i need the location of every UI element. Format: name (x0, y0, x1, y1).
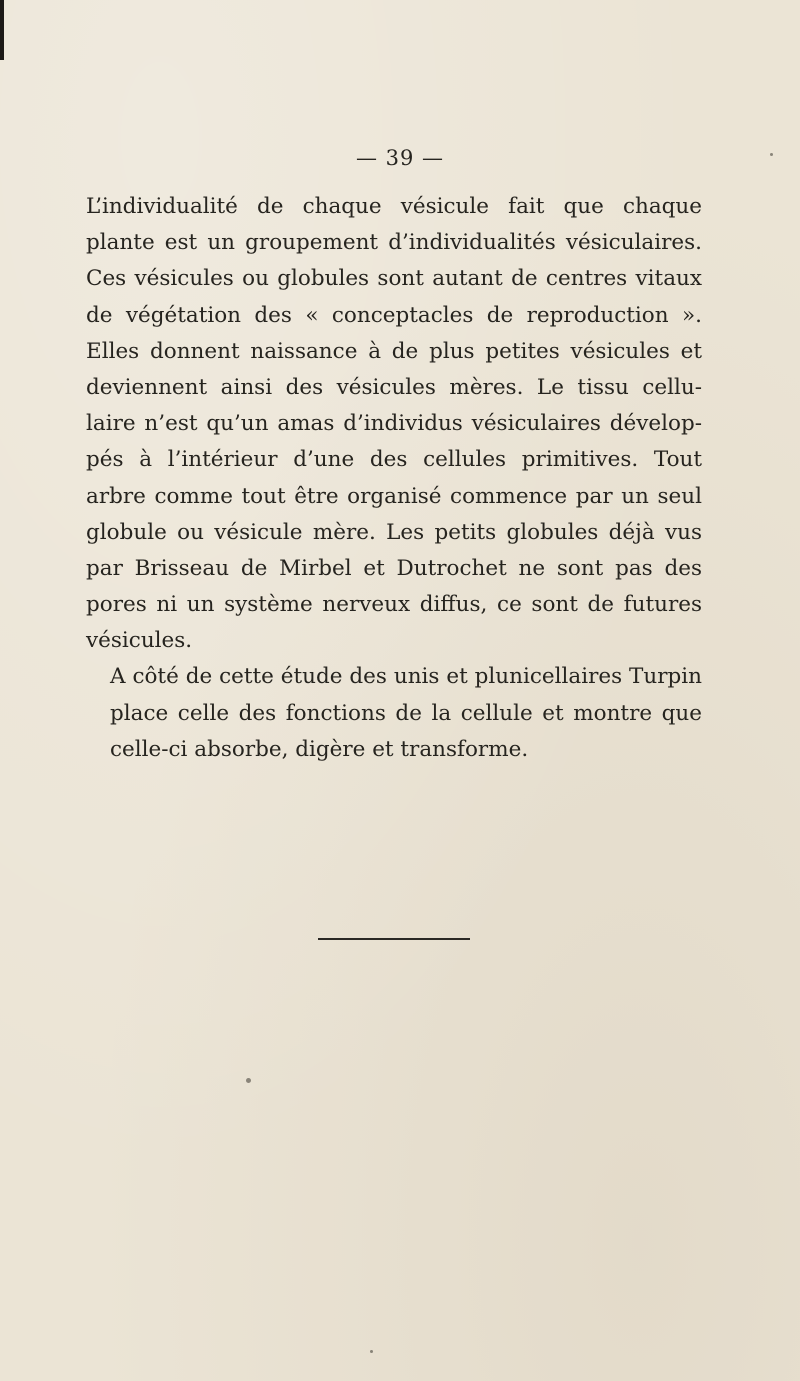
text-line: de végétation des « conceptacles de reproduction ». (86, 302, 702, 328)
text-line: place celle des fonctions de la cellule et montre que (110, 700, 702, 726)
text-line: arbre comme tout être organisé commence par un seul (86, 483, 702, 509)
end-rule (318, 938, 470, 940)
paragraph-2 (86, 659, 702, 768)
text-line: laire n’est qu’un amas d’individus vésiculaires dévelop- (86, 411, 702, 437)
text-line: pores ni un système nerveux diffus, ce sont de futures (86, 592, 702, 618)
text-line: A côté de cette étude des unis et plunicellaires Turpin (110, 664, 702, 690)
text-line: Elles donnent naissance à de plus petites vésicules et (86, 338, 702, 364)
paper-speck (246, 1078, 251, 1083)
text-line: celle-ci absorbe, digère et transforme. (110, 736, 529, 762)
page-number: — 39 — (355, 146, 445, 170)
text-line: plante est un groupement d’individualités vésiculaires. (86, 230, 702, 256)
text-line: globule ou vésicule mère. Les petits globules déjà vus (86, 519, 702, 545)
text-line: vésicules. (86, 628, 193, 654)
text-line: deviennent ainsi des vésicules mères. Le tissu cellu- (86, 374, 702, 400)
page-edge-shadow (0, 0, 4, 60)
paper-speck (770, 153, 773, 156)
text-line: Ces vésicules ou globules sont autant de centres vitaux (86, 266, 702, 292)
body-text (86, 189, 702, 768)
text-line: L’individualité de chaque vésicule fait que chaque (86, 194, 702, 219)
text-line: pés à l’intérieur d’une des cellules primitives. Tout (86, 447, 702, 473)
paper-speck (370, 1350, 373, 1353)
paragraph-1 (86, 189, 702, 659)
text-line: par Brisseau de Mirbel et Dutrochet ne sont pas des (86, 555, 702, 581)
